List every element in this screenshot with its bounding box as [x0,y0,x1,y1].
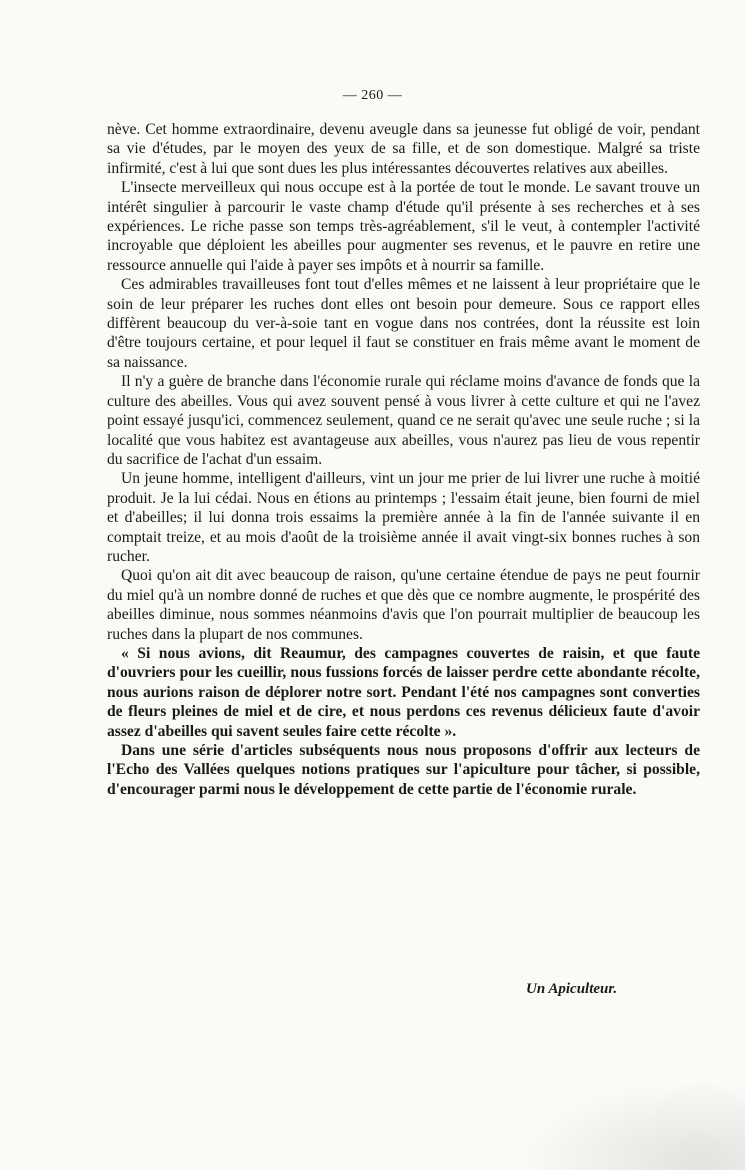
paragraph-3: Ces admirables travailleuses font tout d'elles mêmes et ne laissent à leur propriétaire que le soin de leur préparer les ruches dont elles ont besoin pour demeure. Sous ce rapport elles diffèrent beaucoup du ver-à-soie tant en vogue dans nos contrées, dont la réussite est loin d'être toujours certaine, et pour lequel il faut se constituer en frais même avant le moment de sa naissance. [107,276,700,371]
paragraph-2: L'insecte merveilleux qui nous occupe est à la portée de tout le monde. Le savant trouve un intérêt singulier à parcourir le vaste champ d'étude qu'il présente à ses recherches et à ses expériences. Le riche passe son temps très-agréablement, s'il le veut, à contempler l'activité incroyable que déploient les abeilles pour augmenter ses revenus, et le pauvre en retire une ressource annuelle qui l'aide à payer ses impôts et à nourrir sa famille. [107,179,700,274]
paragraph-5: Un jeune homme, intelligent d'ailleurs, vint un jour me prier de lui livrer une ruche à moitié produit. Je la lui cédai. Nous en étions au printemps ; l'essaim était jeune, bien fourni de miel et d'abeilles; il lui donna trois essaims la première année à la fin de l'année suivante il en comptait treize, et au mois d'août de la troisième année il avait vingt-six bonnes ruches à son rucher. [107,470,700,565]
paragraph-1: nève. Cet homme extraordinaire, devenu aveugle dans sa jeunesse fut obligé de voir, pendant sa vie d'études, par le moyen des yeux de sa fille, et de son domestique. Malgré sa triste infirmité, c'est à lui que sont dues les plus intéressantes découvertes relatives aux abeilles. [107,121,700,177]
scan-artifact [520,1080,745,1170]
author-signature: Un Apiculteur. [526,981,618,997]
article-body [107,120,700,799]
paragraph-7-quote: « Si nous avions, dit Reaumur, des campagnes couvertes de raisin, et que faute d'ouvriers pour les cueillir, nous fussions forcés de laisser perdre cette abondante récolte, nous aurions raison de déplorer notre sort. Pendant l'été nos campagnes sont converties de fleurs pleines de miel et de cire, et nous perdons ces revenus délicieux faute d'avoir assez d'abeilles qui savent seules faire cette récolte ». [107,644,700,740]
page-number: — 260 — [342,88,403,103]
paragraph-4: Il n'y a guère de branche dans l'économie rurale qui réclame moins d'avance de fonds que la culture des abeilles. Vous qui avez souvent pensé à vous livrer à cette culture et qui ne l'avez point essayé jusqu'ici, commencez seulement, quand ce ne serait qu'avec une seule ruche ; si la localité que vous habitez est avantageuse aux abeilles, vous n'aurez pas lieu de vous repentir du sacrifice de l'achat d'un essaim. [107,373,700,468]
paragraph-8: Dans une série d'articles subséquents nous nous proposons d'offrir aux lecteurs de l'Echo des Vallées quelques notions pratiques sur l'apiculture pour tâcher, si possible, d'encourager parmi nous le développement de cette partie de l'économie rurale. [107,742,700,798]
paragraph-6: Quoi qu'on ait dit avec beaucoup de raison, qu'une certaine étendue de pays ne peut fournir du miel qu'à un nombre donné de ruches et que dès que ce nombre augmente, le prospérité des abeilles diminue, nous sommes néanmoins d'avis que l'on pourrait multiplier de beaucoup les ruches dans la plupart de nos communes. [107,567,700,643]
